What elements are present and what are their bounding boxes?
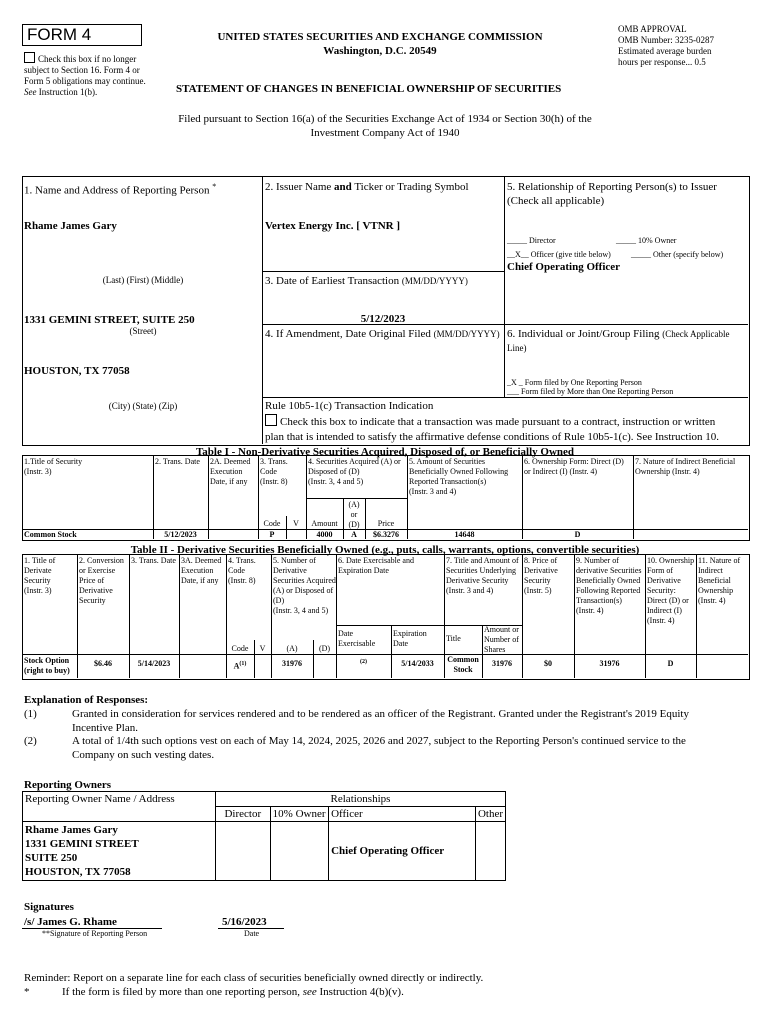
rule-10b5-title: Rule 10b5-1(c) Transaction Indication <box>265 400 434 412</box>
box2-label: 2. Issuer Name and Ticker or Trading Symbol <box>265 181 469 193</box>
t2-h-code: 4. Trans. Code (Instr. 8) <box>228 556 256 585</box>
t2-h-title: 1. Title of Derivate Security (Instr. 3) <box>24 556 56 595</box>
t2-row-deriv-price: $0 <box>544 659 552 668</box>
t1-h-deemed: 2A. Deemed Execution Date, if any <box>210 457 251 486</box>
box4-label: 4. If Amendment, Date Original Filed (MM/DD/YYYY) <box>265 328 500 340</box>
box6-label: 6. Individual or Joint/Group Filing (Check Applicable Line) <box>507 328 730 353</box>
t2-row-owned: 31976 <box>599 659 620 668</box>
t2-sub-v: V <box>259 644 266 653</box>
t2-h-form: 10. Ownership Form of Derivative Security: Direct (D) or Indirect (I) (Instr. 4) <box>647 556 695 625</box>
omb-hours: hours per response... 0.5 <box>618 57 706 67</box>
t1-row-price: $6.3276 <box>373 530 399 539</box>
omb-approval <box>618 24 758 68</box>
t1-sub-code: Code <box>263 519 281 528</box>
section16-checkbox-text: Check this box if no longer subject to Section 16. Form 4 or Form 5 obligations may continue. <box>24 54 146 86</box>
t2-h-underlying: 7. Title and Amount of Securities Underlying Derivative Security (Instr. 3 and 4) <box>446 556 519 595</box>
owner-other-cell <box>475 822 505 881</box>
explanation-title: Explanation of Responses: <box>24 694 149 706</box>
explanation-2-text: A total of 1/4th such options vest on each of May 14, 2024, 2025, 2026 and 2027, subject to the Reporting Person's continued service to the Company on such vesting dates. <box>72 735 686 761</box>
signature-name: /s/ James G. Rhame <box>24 916 117 928</box>
omb-burden: Estimated average burden <box>618 46 712 56</box>
t2-row-underlying-title: Common Stock <box>447 655 479 674</box>
ten-percent-owner-option[interactable]: _____ 10% Owner <box>616 236 677 245</box>
owner-officer-title: Chief Operating Officer <box>329 822 476 881</box>
t1-row-owned: 14648 <box>454 530 475 539</box>
t2-row-acquired: 31976 <box>282 659 302 668</box>
t1-h-form: 6. Ownership Form: Direct (D) or Indirect (I) (Instr. 4) <box>524 457 624 476</box>
t2-row-expiration: 5/14/2033 <box>401 659 434 668</box>
agency-address: Washington, D.C. 20549 <box>323 45 437 57</box>
owners-col-director: Director <box>215 807 270 822</box>
t2-h-owned: 9. Number of derivative Securities Beneficially Owned Following Reported Transaction(s) (Instr. 4) <box>576 556 642 615</box>
omb-approval-title: OMB APPROVAL <box>618 24 687 34</box>
reporting-owners-title: Reporting Owners <box>24 779 112 791</box>
t1-row-aord: A <box>351 530 357 539</box>
officer-title: Chief Operating Officer <box>507 261 621 273</box>
owners-col-relationships: Relationships <box>215 792 505 807</box>
t2-h-exercisable: 6. Date Exercisable and Expiration Date <box>338 556 414 575</box>
section16-checkbox-block <box>24 52 154 98</box>
t2-row-date: 5/14/2023 <box>137 659 171 668</box>
box1-asterisk: * <box>212 182 217 191</box>
table2-title: Table II - Derivative Securities Beneficially Owned (e.g., puts, calls, warrants, options, convertible securities) <box>130 544 640 556</box>
t2-row-code-note: (1) <box>239 661 247 667</box>
t2-sub-d: (D) <box>318 644 331 653</box>
t1-h-title: 1.Title of Security (Instr. 3) <box>24 457 83 476</box>
signature-date-caption: Date <box>244 929 260 938</box>
t2-h-number: 5. Number of Derivative Securities Acquired (A) or Disposed of (D) (Instr. 3, 4 and 5) <box>273 556 336 615</box>
explanation-1-num: (1) <box>24 708 37 720</box>
t1-h-owned: 5. Amount of Securities Beneficially Owned Following Reported Transaction(s) (Instr. 3 and 4) <box>409 457 509 496</box>
t2-h-nature: 11. Nature of Indirect Beneficial Ownership (Instr. 4) <box>698 556 741 605</box>
t2-h-price: 2. Conversion or Exercise Price of Derivative Security <box>79 556 124 605</box>
reporting-person-name: Rhame James Gary <box>24 220 117 232</box>
box5-label: 5. Relationship of Reporting Person(s) to Issuer (Check all applicable) <box>507 181 717 207</box>
owner-address: Rhame James Gary 1331 GEMINI STREET SUITE 250 HOUSTON, TX 77058 <box>23 822 216 881</box>
name-caption: (Last) (First) (Middle) <box>102 275 184 285</box>
t1-h-date: 2. Trans. Date <box>155 457 200 466</box>
section16-checkbox[interactable] <box>24 52 35 63</box>
t2-sub-date-exercisable: Date Exercisable <box>338 629 376 648</box>
filed-pursuant-2: Investment Company Act of 1940 <box>310 127 460 139</box>
t1-row-amount: 4000 <box>316 530 333 539</box>
officer-option[interactable]: __X__ Officer (give title below) <box>507 250 611 259</box>
filed-pursuant-1: Filed pursuant to Section 16(a) of the Securities Exchange Act of 1934 or Section 30(h) of the <box>178 113 592 125</box>
other-option[interactable]: _____ Other (specify below) <box>631 250 724 259</box>
reporting-owners-table <box>22 791 506 881</box>
t2-sub-a: (A) <box>286 644 298 653</box>
t2-sub-code: Code <box>231 644 249 653</box>
rule-10b5-text-2: plan that is intended to satisfy the affirmative defense conditions of Rule 10b5-1(c). See Instruction 10. <box>265 431 720 443</box>
agency-name: UNITED STATES SECURITIES AND EXCHANGE COMMISSION <box>217 31 543 43</box>
issuer-name: Vertex Energy Inc. [ VTNR ] <box>265 220 401 232</box>
box1-label: 1. Name and Address of Reporting Person * <box>24 182 217 197</box>
owner-director-cell <box>215 822 270 881</box>
t1-h-nature: 7. Nature of Indirect Beneficial Ownership (Instr. 4) <box>635 457 736 476</box>
footer-star: * <box>24 986 30 998</box>
t1-row-code: P <box>269 530 275 539</box>
t2-row-price: $6.46 <box>94 659 112 668</box>
reporting-person-street: 1331 GEMINI STREET, SUITE 250 <box>24 314 195 326</box>
director-option[interactable]: _____ Director <box>507 236 556 245</box>
section16-see: See <box>24 87 37 97</box>
t1-sub-price: Price <box>377 519 395 528</box>
t2-row-exercisable: (2) <box>360 659 367 665</box>
rule-10b5-checkbox[interactable] <box>265 414 277 426</box>
t2-sub-title: Title <box>446 634 461 643</box>
t1-row-title: Common Stock <box>24 530 77 539</box>
t1-sub-v: V <box>293 519 299 528</box>
t1-sub-aord: (A) or (D) <box>348 500 360 529</box>
t2-row-form: D <box>667 659 674 668</box>
signature-date: 5/16/2023 <box>222 916 267 928</box>
section16-instruction: Instruction 1(b). <box>38 87 98 97</box>
explanation-2-num: (2) <box>24 735 37 747</box>
street-caption: (Street) <box>129 326 157 336</box>
box3-label: 3. Date of Earliest Transaction (MM/DD/YYYY) <box>265 275 468 287</box>
explanation-1-text: Granted in consideration for services rendered and to be rendered as an officer of the Registrant. Granted under the Registrant's 2019 Equity Incentive Plan. <box>72 708 689 734</box>
footer-star-text: If the form is filed by more than one reporting person, see Instruction 4(b)(v). <box>62 986 404 998</box>
table1-title: Table I - Non-Derivative Securities Acquired, Disposed of, or Beneficially Owned <box>195 446 575 458</box>
t2-h-deemed: 3A. Deemed Execution Date, if any <box>181 556 222 585</box>
reporting-person-city: HOUSTON, TX 77058 <box>24 365 130 377</box>
signatures-title: Signatures <box>24 901 74 913</box>
filing-option-one[interactable]: _X _ Form filed by One Reporting Person <box>507 378 642 387</box>
t2-h-date: 3. Trans. Date <box>131 556 176 565</box>
t2-sub-amount: Amount or Number of Shares <box>484 625 519 654</box>
form-title: FORM 4 <box>22 24 142 46</box>
owners-col-ten-percent: 10% Owner <box>270 807 328 822</box>
statement-title: STATEMENT OF CHANGES IN BENEFICIAL OWNERSHIP OF SECURITIES <box>176 83 562 95</box>
t1-row-form: D <box>574 530 581 539</box>
t1-sub-amount: Amount <box>311 519 338 528</box>
owners-col-other: Other <box>475 807 505 822</box>
t2-row-code: $A^{(1)}$ <box>233 661 247 671</box>
owners-col-name: Reporting Owner Name / Address <box>23 792 216 822</box>
filing-option-multiple[interactable]: ___ Form filed by More than One Reporting Person <box>507 387 674 396</box>
earliest-transaction-date: 5/12/2023 <box>360 313 406 325</box>
city-caption: (City) (State) (Zip) <box>108 401 178 411</box>
owner-ten-percent-cell <box>270 822 328 881</box>
signature-caption: **Signature of Reporting Person <box>42 929 148 938</box>
t2-h-deriv-price: 8. Price of Derivative Security (Instr. 5) <box>524 556 558 595</box>
owners-col-officer: Officer <box>329 807 476 822</box>
t1-h-code: 3. Trans. Code (Instr. 8) <box>260 457 288 486</box>
t2-row-title: Stock Option (right to buy) <box>24 656 70 675</box>
t1-row-date: 5/12/2023 <box>164 530 197 539</box>
footer-reminder: Reminder: Report on a separate line for each class of securities beneficially owned directly or indirectly. <box>24 972 484 984</box>
omb-number: OMB Number: 3235-0287 <box>618 35 714 45</box>
t2-row-underlying-amount: 31976 <box>492 659 512 668</box>
rule-10b5-text-1: Check this box to indicate that a transaction was made pursuant to a contract, instruction or written <box>265 414 749 429</box>
t2-sub-expiration: Expiration Date <box>393 629 427 648</box>
t1-h-acquired: 4. Securities Acquired (A) or Disposed of (D) (Instr. 3, 4 and 5) <box>308 457 401 486</box>
